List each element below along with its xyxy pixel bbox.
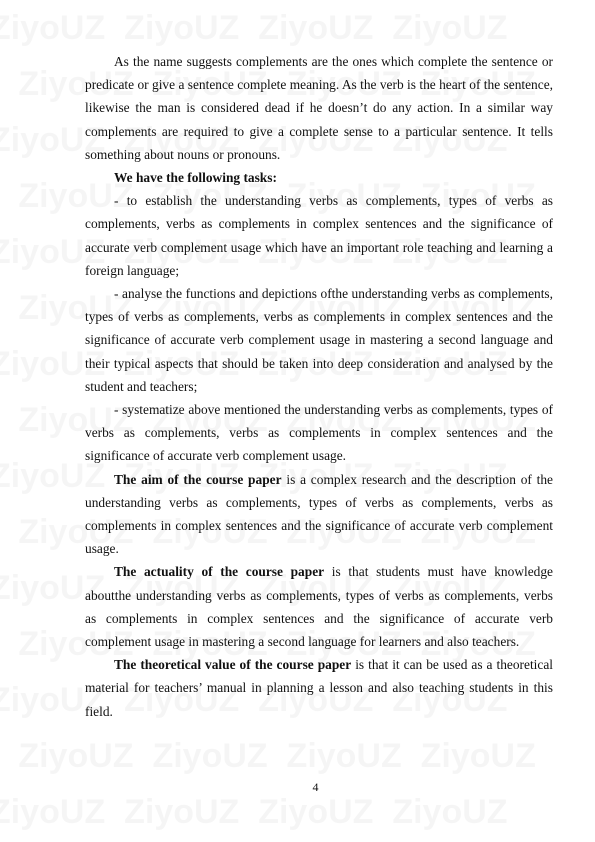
task-item-3 <box>85 398 553 468</box>
paragraph-lead: The theoretical value of the course paper <box>114 657 352 673</box>
paragraph-text: - to establish the understanding verbs as complements, types of verbs as complements, verbs as complements in complex sentences and the significance of accurate verb complement usage which have an important role teaching and learning a foreign language; <box>85 193 553 278</box>
task-item-1 <box>85 189 553 282</box>
paragraph-text: As the name suggests complements are the ones which complete the sentence or predicate or give a sentence complete meaning. As the verb is the heart of the sentence, likewise the man is considered dead if he doesn’t do any action. In a similar way complements are required to give a complete sense to a particular sentence. It tells something about nouns or pronouns. <box>85 54 553 162</box>
paragraph-lead: The aim of the course paper <box>114 471 282 487</box>
paragraph-actuality <box>85 560 553 653</box>
paragraph-text: - systematize above mentioned the understanding verbs as complements, types of verbs as complements, verbs as complements in complex sentences and the significance of accurate verb complement usage. <box>85 402 553 464</box>
page-number: 4 <box>312 780 319 794</box>
paragraph-text: is a complex research and the description of the understanding verbs as complements, types of verbs as complements, verbs as complements in complex sentences and the significance of accurate verb complement usage. <box>85 471 554 557</box>
paragraph-lead: We have the following tasks: <box>114 170 277 186</box>
paragraph-theoretical-value <box>85 653 553 723</box>
paragraph-text: is that students must have knowledge aboutthe understanding verbs as complements, types of verbs as complements, verbs as complements in complex sentences and the significance of accurate verb complement usage in mastering a second language for learners and also teachers. <box>85 564 553 650</box>
paragraph-text: - analyse the functions and depictions ofthe understanding verbs as complements, types of verbs as complements, verbs as complements in complex sentences and the significance of accurate verb complement usage in mastering a second language and their typical aspects that should be taken into deep consideration and analysed by the student and teachers; <box>85 286 553 394</box>
page-body <box>85 50 553 723</box>
tasks-heading <box>85 166 553 189</box>
paragraph-text: is that it can be used as a theoretical material for teachers’ manual in planning a lesson and also teaching students in this field. <box>85 657 553 719</box>
paragraph-aim <box>85 468 553 561</box>
task-item-2 <box>85 282 553 398</box>
paragraph-intro <box>85 50 553 166</box>
paragraph-lead: The actuality of the course paper <box>114 564 325 580</box>
